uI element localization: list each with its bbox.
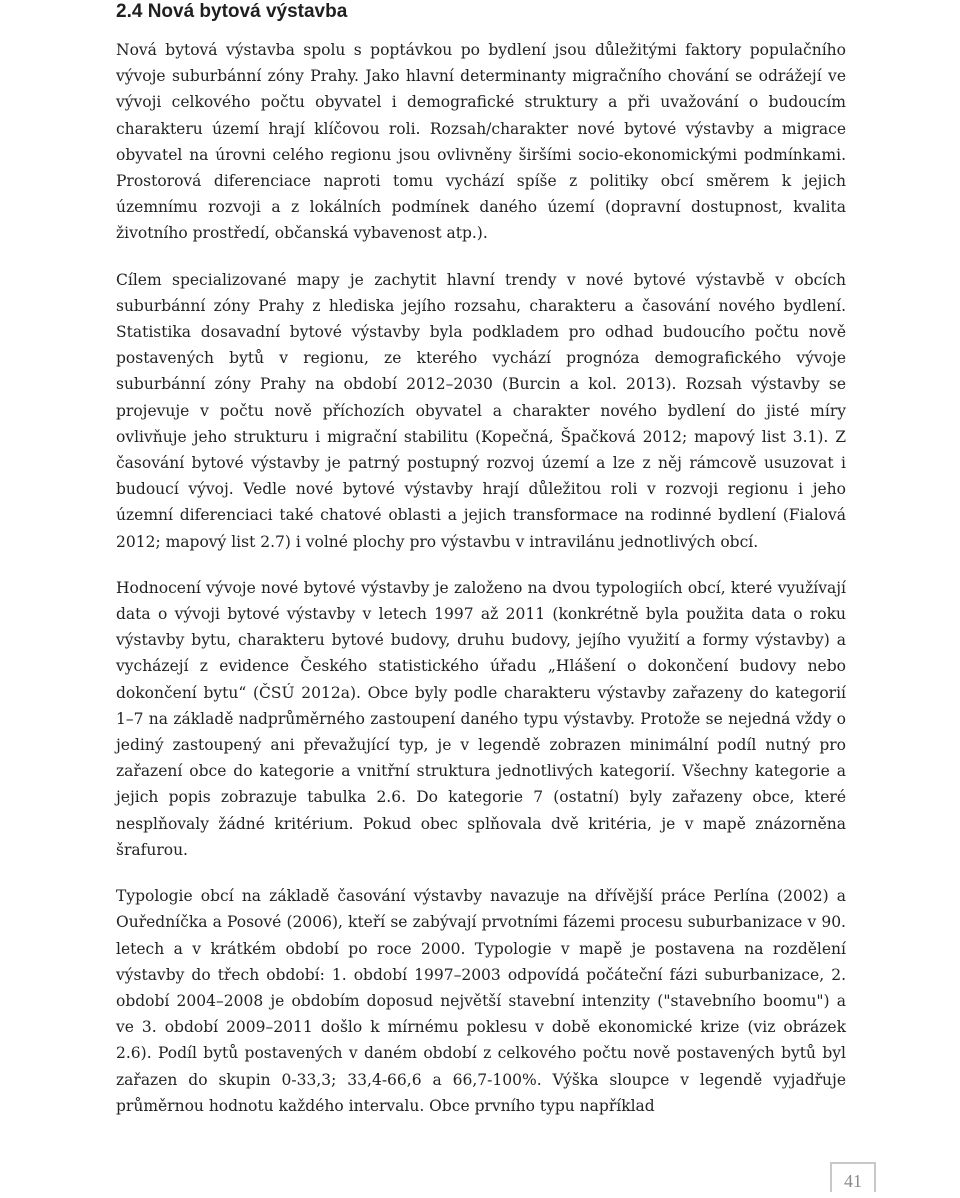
paragraph-map-goal: Cílem specializované mapy je zachytit hlavní trendy v nové bytové výstavbě v obcích suburbánní zóny Prahy z hlediska jejího rozsahu, charakteru a časování nového bydlení. Statistika dosavadní bytové výstavby byla podkladem pro odhad budoucího počtu nově postavených bytů v regionu, ze kterého vychází prognóza demografického vývoje suburbánní zóny Prahy na období 2012–2030 (Burcin a kol. 2013). Rozsah výstavby se projevuje v počtu nově příchozích obyvatel a charakter nového bydlení do jisté míry ovlivňuje jeho strukturu i migrační stabilitu (Kopečná, Špačková 2012; mapový list 3.1). Z časování bytové výstavby je patrný postupný rozvoj území a lze z něj rámcově usuzovat i budoucí vývoj. Vedle nové bytové výstavby hrají důležitou roli v rozvoji regionu i jeho územní diferenciaci také chatové oblasti a jejich transformace na rodinné bydlení (Fialová 2012; mapový list 2.7) i volné plochy pro výstavbu v intravilánu jednotlivých obcí.	[116, 270, 846, 551]
paragraph-intro: Nová bytová výstavba spolu s poptávkou po bydlení jsou důležitými faktory populačního vývoje suburbánní zóny Prahy. Jako hlavní determinanty migračního chování se odrážejí ve vývoji celkového počtu obyvatel i demografické struktury a při uvažování o budoucím charakteru území hrají klíčovou roli. Rozsah/charakter nové bytové výstavby a migrace obyvatel na úrovni celého regionu jsou ovlivněny širšími socio-ekonomickými podmínkami. Prostorová diferenciace naproti tomu vychází spíše z politiky obcí směrem k jejich územnímu rozvoji a z lokálních podmínek daného území (dopravní dostupnost, kvalita životního prostředí, občanská vybavenost atp.).	[116, 41, 846, 243]
body-text	[116, 37, 846, 1139]
section-heading: 2.4 Nová bytová výstavba	[116, 1, 348, 22]
page-number: 41	[830, 1162, 876, 1192]
paragraph-typology: Typologie obcí na základě časování výstavby navazuje na dřívější práce Perlína (2002) a Ouředníčka a Posové (2006), kteří se zabývají prvotními fázemi procesu suburbanizace v 90. letech a v krátkém období po roce 2000. Typologie v mapě je postavena na rozdělení výstavby do třech období: 1. období 1997–2003 odpovídá počáteční fázi suburbanizace, 2. období 2004–2008 je obdobím doposud největší stavební intenzity ("stavebního boomu") a ve 3. období 2009–2011 došlo k mírnému poklesu v době ekonomické krize (viz obrázek 2.6). Podíl bytů postavených v daném období z celkového počtu nově postavených bytů byl zařazen do skupin 0-33,3; 33,4-66,6 a 66,7-100%. Výška sloupce v legendě vyjadřuje průměrnou hodnotu každého intervalu. Obce prvního typu například	[116, 887, 846, 1115]
paragraph-evaluation: Hodnocení vývoje nové bytové výstavby je založeno na dvou typologiích obcí, které využívají data o vývoji bytové výstavby v letech 1997 až 2011 (konkrétně byla použita data o roku výstavby bytu, charakteru bytové budovy, druhu budovy, jejího využití a formy výstavby) a vycházejí z evidence Českého statistického úřadu „Hlášení o dokončení budovy nebo dokončení bytu“ (ČSÚ 2012a). Obce byly podle charakteru výstavby zařazeny do kategorií 1–7 na základě nadprůměrného zastoupení daného typu výstavby. Protože se nejedná vždy o jediný zastoupený ani převažující typ, je v legendě zobrazen minimální podíl nutný pro zařazení obce do kategorie a vnitřní struktura jednotlivých kategorií. Všechny kategorie a jejich popis zobrazuje tabulka 2.6. Do kategorie 7 (ostatní) byly zařazeny obce, které nesplňovaly žádné kritérium. Pokud obec splňovala dvě kritéria, je v mapě znázorněna šrafurou.	[116, 578, 846, 859]
